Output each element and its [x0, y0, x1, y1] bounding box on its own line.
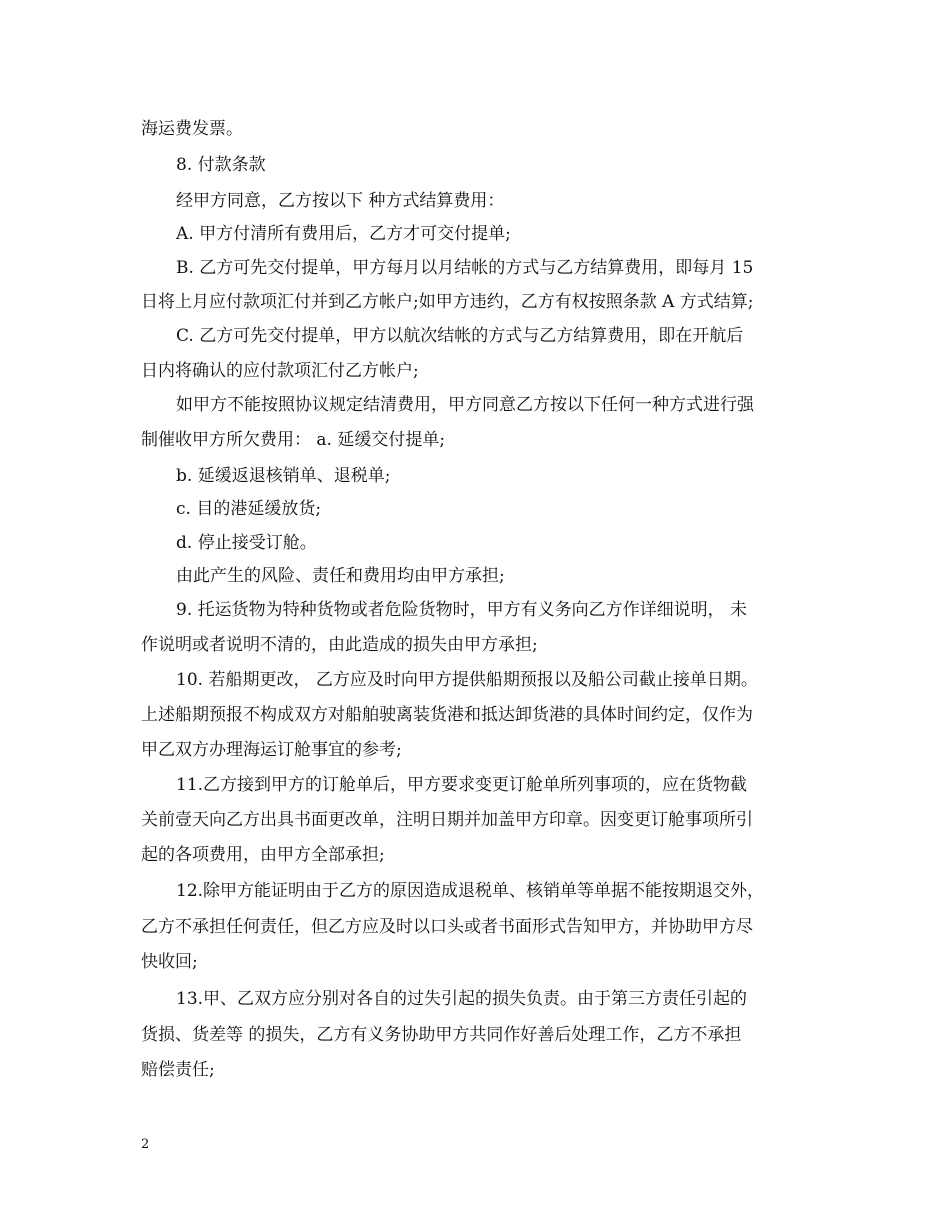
- text-line: 乙方不承担任何责任，但乙方应及时以口头或者书面形式告知甲方，并协助甲方尽: [141, 917, 753, 937]
- text-line: 日将上月应付款项汇付并到乙方帐户;如甲方违约，乙方有权按照条款 A 方式结算;: [141, 292, 754, 312]
- text-line: 起的各项费用，由甲方全部承担;: [141, 845, 385, 865]
- text-line: 制催收甲方所欠费用： a. 延缓交付提单;: [141, 430, 446, 450]
- option-a-line: A. 甲方付清所有费用后，乙方才可交付提单;: [176, 224, 511, 244]
- text-line: 日内将确认的应付款项汇付乙方帐户;: [141, 361, 419, 381]
- text-line: 海运费发票。: [141, 119, 243, 139]
- text-line: 由此产生的风险、责任和费用均由甲方承担;: [176, 566, 505, 586]
- sub-item-d: d. 停止接受订舱。: [176, 533, 317, 553]
- option-c-line: C. 乙方可先交付提单，甲方以航次结帐的方式与乙方结算费用，即在开航后: [176, 326, 744, 346]
- text-line: 快收回;: [141, 952, 198, 972]
- sub-item-b: b. 延缓返退核销单、退税单;: [176, 466, 391, 486]
- text-line: 如甲方不能按照协议规定结清费用，甲方同意乙方按以下任何一种方式进行强: [176, 395, 754, 415]
- sub-item-c: c. 目的港延缓放货;: [176, 499, 322, 519]
- section-heading-payment-terms: 8. 付款条款: [176, 155, 266, 175]
- page-number: 2: [141, 1137, 150, 1152]
- text-line: 作说明或者说明不清的，由此造成的损失由甲方承担;: [141, 635, 538, 655]
- text-line: 上述船期预报不构成双方对船舶驶离装货港和抵达卸货港的具体时间约定，仅作为: [141, 705, 753, 725]
- clause-9-line: 9. 托运货物为特种货物或者危险货物时，甲方有义务向乙方作详细说明， 未: [176, 600, 748, 620]
- clause-12-line: 12.除甲方能证明由于乙方的原因造成退税单、核销单等单据不能按期退交外，: [176, 881, 765, 901]
- text-line: 关前壹天向乙方出具书面更改单，注明日期并加盖甲方印章。因变更订舱事项所引: [141, 810, 753, 830]
- clause-10-line: 10. 若船期更改， 乙方应及时向甲方提供船期预报以及船公司截止接单日期。: [176, 670, 758, 690]
- clause-11-line: 11.乙方接到甲方的订舱单后，甲方要求变更订舱单所列事项的，应在货物截: [176, 775, 748, 795]
- clause-13-line: 13.甲、乙双方应分别对各自的过失引起的损失负责。由于第三方责任引起的: [176, 989, 748, 1009]
- text-line: 甲乙双方办理海运订舱事宜的参考;: [141, 740, 402, 760]
- text-line: 货损、货差等 的损失，乙方有义务协助甲方共同作好善后处理工作，乙方不承担: [141, 1025, 742, 1045]
- text-line: 经甲方同意，乙方按以下 种方式结算费用：: [176, 191, 505, 211]
- text-line: 赔偿责任;: [141, 1060, 215, 1080]
- option-b-line: B. 乙方可先交付提单，甲方每月以月结帐的方式与乙方结算费用，即每月 15: [176, 258, 754, 278]
